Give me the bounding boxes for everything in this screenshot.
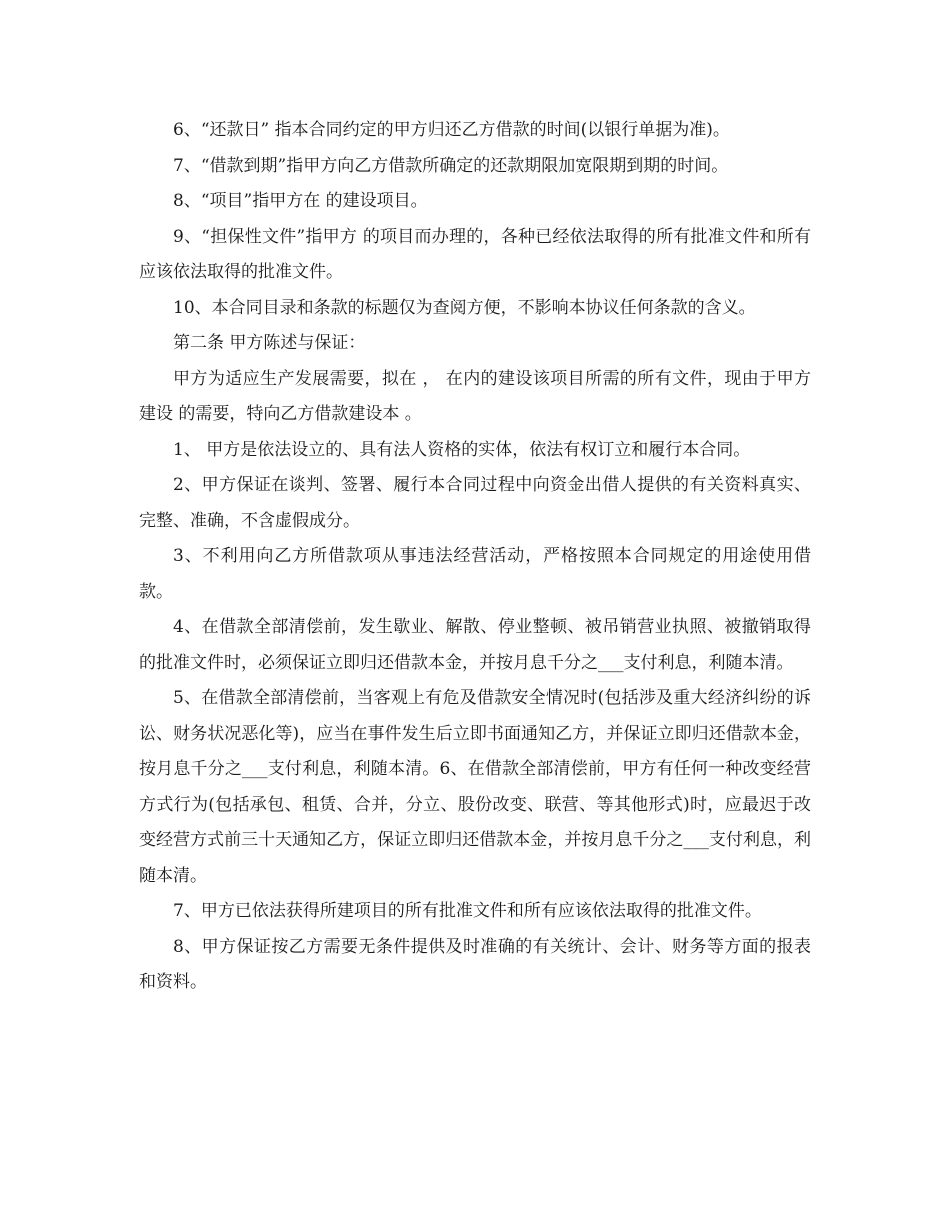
paragraph-repayment-date: 6、“还款日” 指本合同约定的甲方归还乙方借款的时间(以银行单据为准)。 — [173, 120, 730, 140]
paragraph-clause-4: 4、在借款全部清偿前，发生歇业、解散、停业整顿、被吊销营业执照、被撤销取得的批准文件时，必须保证立即归还借款本金，并按月息千分之___支付利息，利随本清。 — [139, 617, 811, 673]
paragraph-loan-maturity: 7、“借款到期”指甲方向乙方借款所确定的还款期限加宽限期到期的时间。 — [173, 155, 729, 176]
paragraph-clause-2: 2、甲方保证在谈判、签署、履行本合同过程中向资金出借人提供的有关资料真实、完整、准确，不含虚假成分。 — [139, 475, 811, 531]
paragraph-clause-5-6: 5、在借款全部清偿前，当客观上有危及借款安全情况时(包括涉及重大经济纠纷的诉讼、财务状况恶化等)，应当在事件发生后立即书面通知乙方，并保证立即归还借款本金，按月息千分之___支付利息，利随本清。6、在借款全部清偿前，甲方有任何一种改变经营方式行为(包括承包、租赁、合并，分立、股份改变、联营、等其他形式)时，应最迟于改变经营方式前三十天通知乙方，保证立即归还借款本金，并按月息千分之___支付利息，利随本清。 — [139, 688, 811, 886]
paragraph-clause-3: 3、不利用向乙方所借款项从事违法经营活动，严格按照本合同规定的用途使用借款。 — [139, 546, 811, 602]
paragraph-intro: 甲方为适应生产发展需要，拟在 ， 在内的建设该项目所需的所有文件，现由于甲方建设 的需要，特向乙方借款建设本 。 — [139, 368, 811, 424]
paragraph-clause-7: 7、甲方已依法获得所建项目的所有批准文件和所有应该依法取得的批准文件。 — [173, 901, 762, 921]
paragraph-guarantee-documents: 9、“担保性文件”指甲方 的项目而办理的，各种已经依法取得的所有批准文件和所有应该依法取得的批准文件。 — [139, 226, 811, 282]
paragraph-project: 8、“项目”指甲方在 的建设项目。 — [173, 191, 428, 211]
document-body — [139, 113, 811, 1001]
paragraph-clause-1: 1、 甲方是依法设立的、具有法人资格的实体，依法有权订立和履行本合同。 — [173, 439, 751, 460]
paragraph-headings: 10、本合同目录和条款的标题仅为查阅方便，不影响本协议任何条款的含义。 — [173, 297, 756, 318]
paragraph-clause-8: 8、甲方保证按乙方需要无条件提供及时准确的有关统计、会计、财务等方面的报表和资料。 — [139, 936, 811, 992]
section-heading-article-2: 第二条 甲方陈述与保证： — [173, 333, 366, 353]
